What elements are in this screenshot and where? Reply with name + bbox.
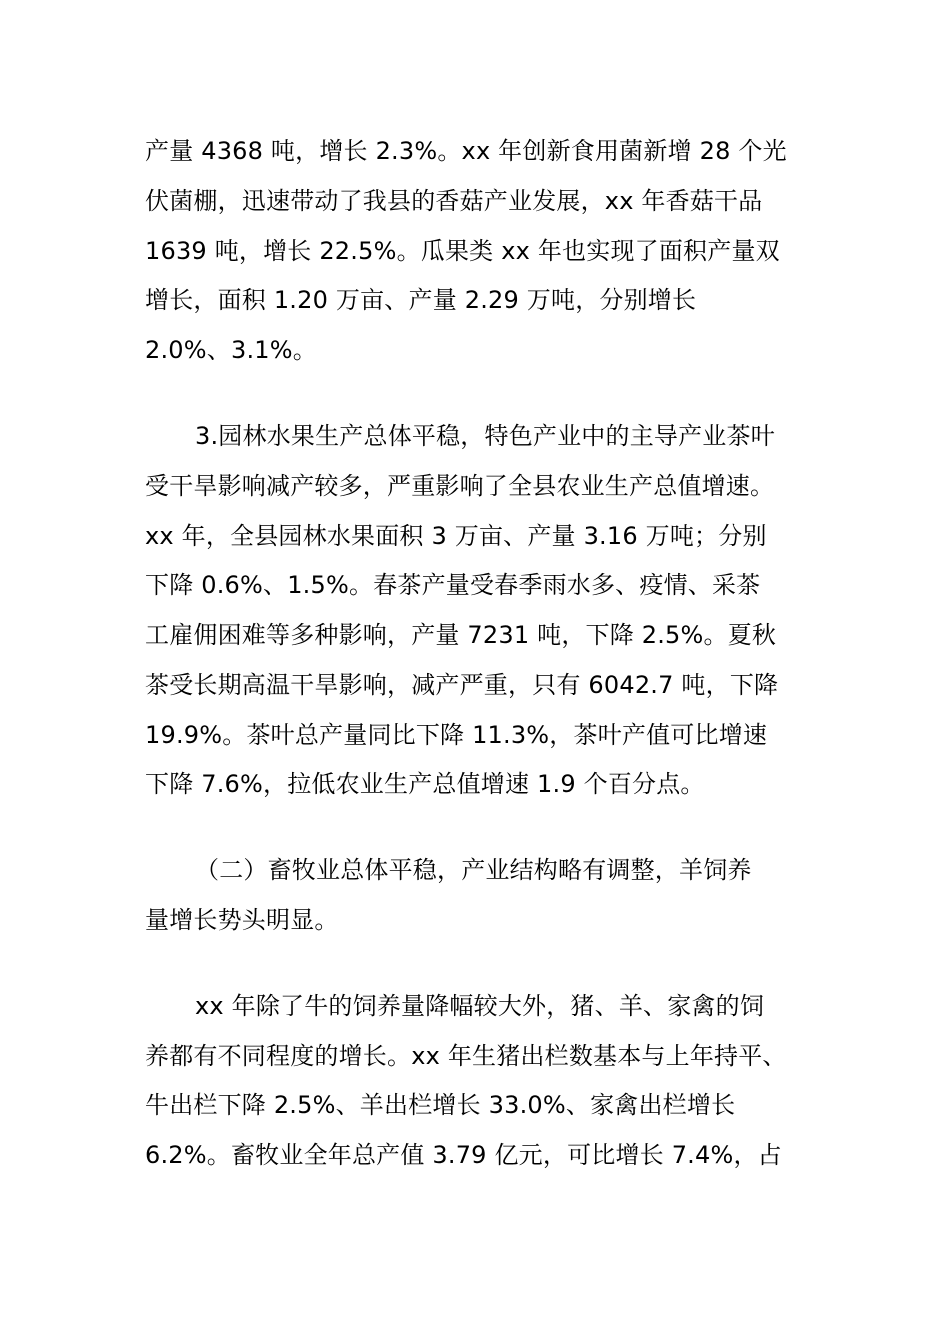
text-line: 6.2%。畜牧业全年总产值 3.79 亿元，可比增长 7.4%，占 [145,1141,782,1169]
text-line: 伏菌棚，迅速带动了我县的香菇产业发展，xx 年香菇干品 [145,187,763,215]
text-line: 19.9%。茶叶总产量同比下降 11.3%，茶叶产值可比增速 [145,721,768,749]
section-heading-line: （二）畜牧业总体平稳，产业结构略有调整，羊饲养 [195,856,752,884]
text-line: 3.园林水果生产总体平稳，特色产业中的主导产业茶叶 [195,422,775,450]
text-line: 受干旱影响减产较多，严重影响了全县农业生产总值增速。 [145,472,775,500]
text-line: 下降 0.6%、1.5%。春茶产量受春季雨水多、疫情、采茶 [145,571,761,599]
section-heading-line: 量增长势头明显。 [145,906,339,934]
text-line: 产量 4368 吨，增长 2.3%。xx 年创新食用菌新增 28 个光 [145,137,787,165]
text-line: 工雇佣困难等多种影响，产量 7231 吨，下降 2.5%。夏秋 [145,621,777,649]
text-line: 2.0%、3.1%。 [145,336,317,364]
text-line: 增长，面积 1.20 万亩、产量 2.29 万吨，分别增长 [145,286,697,314]
text-line: 牛出栏下降 2.5%、羊出栏增长 33.0%、家禽出栏增长 [145,1091,736,1119]
text-line: 茶受长期高温干旱影响，减产严重，只有 6042.7 吨，下降 [145,671,779,699]
text-line: xx 年，全县园林水果面积 3 万亩、产量 3.16 万吨；分别 [145,522,767,550]
text-line: 1639 吨，增长 22.5%。瓜果类 xx 年也实现了面积产量双 [145,237,780,265]
text-line: xx 年除了牛的饲养量降幅较大外，猪、羊、家禽的饲 [195,992,765,1020]
text-line: 下降 7.6%，拉低农业生产总值增速 1.9 个百分点。 [145,770,705,798]
text-line: 养都有不同程度的增长。xx 年生猪出栏数基本与上年持平、 [145,1042,787,1070]
